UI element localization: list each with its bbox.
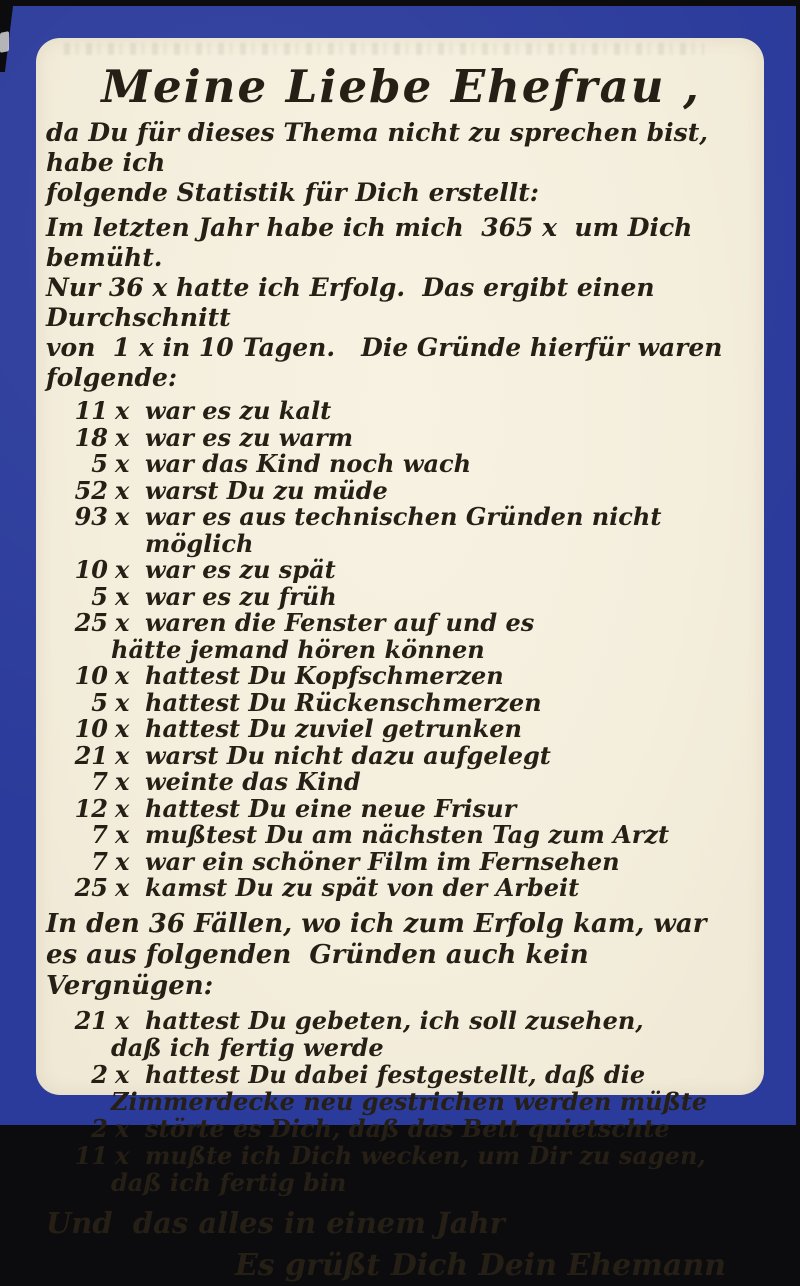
closing-line: Und das alles in einem Jahr xyxy=(46,1205,505,1240)
reason-count: 25 xyxy=(74,873,108,902)
text-line: Nur 36 x hatte ich Erfolg. Das ergibt einen Durchschnitt xyxy=(46,273,672,332)
postcard-blue-border xyxy=(0,6,796,1283)
text-line: mußte ich Dich wecken, um Dir zu sagen, xyxy=(145,1140,706,1170)
reason-text xyxy=(111,1005,756,1062)
reason-text xyxy=(145,793,756,823)
reason-row xyxy=(46,557,756,584)
text-line: In den 36 Fällen, wo ich zum Erfolg kam, war xyxy=(46,908,707,939)
times-symbol: x xyxy=(115,661,130,690)
times-symbol: x xyxy=(115,687,130,717)
text-line: weinte das Kind xyxy=(145,767,361,796)
reason-count: 52 xyxy=(74,475,108,505)
times-symbol: x xyxy=(115,767,130,796)
reason-count: 7 xyxy=(91,820,108,849)
times-symbol: x xyxy=(115,581,130,611)
text-line: warst Du zu müde xyxy=(145,475,388,505)
reason-row xyxy=(46,716,756,743)
text-line: hattest Du dabei festgestellt, daß die xyxy=(145,1059,646,1089)
reason-row xyxy=(46,663,756,690)
reason-count: 7 xyxy=(91,846,108,876)
reason-text xyxy=(145,504,756,557)
reason-count: 2 xyxy=(91,1113,108,1143)
times-symbol: x xyxy=(115,502,130,531)
reason-text xyxy=(111,608,756,664)
reason-row xyxy=(46,769,756,796)
reason-row xyxy=(46,1142,756,1196)
reason-count: 5 xyxy=(91,581,108,611)
times-symbol: x xyxy=(115,555,130,584)
postcard-card xyxy=(36,38,764,1283)
text-line: folgende Statistik für Dich erstellt: xyxy=(46,178,540,207)
reason-count: 10 xyxy=(74,555,108,584)
reason-text xyxy=(145,875,756,902)
reason-row xyxy=(46,1115,756,1142)
text-line: war ein schöner Film im Fernsehen xyxy=(145,846,620,876)
times-symbol: x xyxy=(115,846,130,876)
text-line: hattest Du gebeten, ich soll zusehen, xyxy=(145,1005,644,1035)
reason-row xyxy=(46,822,756,849)
postcard-content xyxy=(36,38,764,1283)
text-line: hätte jemand hören können xyxy=(111,634,485,664)
reason-text xyxy=(111,1059,756,1116)
attempt-reasons-list xyxy=(46,398,756,902)
text-line: daß ich fertig bin xyxy=(111,1167,347,1197)
postcard-title: Meine Liebe Ehefrau , xyxy=(101,60,701,113)
times-symbol: x xyxy=(115,608,130,637)
reason-row xyxy=(46,610,756,663)
reason-text xyxy=(145,846,756,876)
reason-text xyxy=(145,687,756,717)
reason-count: 21 xyxy=(74,1005,108,1035)
reason-row xyxy=(46,1007,756,1061)
text-line: hattest Du eine neue Frisur xyxy=(145,793,517,823)
text-line: Zimmerdecke neu gestrichen werden müßte xyxy=(111,1086,708,1116)
reason-row xyxy=(46,1061,756,1115)
reason-count: 11 xyxy=(74,1140,108,1170)
times-symbol: x xyxy=(115,820,130,849)
times-symbol: x xyxy=(115,449,130,478)
text-line: von 1 x in 10 Tagen. Die Gründe hierfür waren folgende: xyxy=(46,333,732,392)
reason-count: 7 xyxy=(91,767,108,796)
times-symbol: x xyxy=(115,1140,130,1170)
intro-paragraph xyxy=(46,118,756,208)
reason-row xyxy=(46,451,756,478)
reason-text xyxy=(145,716,756,743)
text-line: daß ich fertig werde xyxy=(111,1032,384,1062)
reason-count: 11 xyxy=(74,396,108,425)
text-line: hattest Du Kopfschmerzen xyxy=(145,661,504,690)
text-line: waren die Fenster auf und es xyxy=(145,608,535,637)
no-pleasure-reasons-list xyxy=(46,1007,756,1196)
reason-text xyxy=(145,475,756,505)
text-line: Im letzten Jahr habe ich mich 365 x um Dich bemüht. xyxy=(46,213,702,272)
reason-row xyxy=(46,875,756,902)
reason-row xyxy=(46,793,756,823)
reason-row xyxy=(46,740,756,770)
reason-count: 93 xyxy=(74,502,108,531)
text-line: hattest Du zuviel getrunken xyxy=(145,714,522,743)
reason-count: 10 xyxy=(74,661,108,690)
text-line: da Du für dieses Thema nicht zu sprechen bist, habe ich xyxy=(46,118,717,177)
reason-count: 18 xyxy=(74,422,108,452)
times-symbol: x xyxy=(115,1059,130,1089)
text-line: war es zu spät xyxy=(145,555,336,584)
text-line: war es zu warm xyxy=(145,422,354,452)
reason-row xyxy=(46,687,756,717)
times-symbol: x xyxy=(115,396,130,425)
reason-count: 12 xyxy=(74,793,108,823)
times-symbol: x xyxy=(115,1113,130,1143)
text-line: war es zu früh xyxy=(145,581,337,611)
reason-text xyxy=(111,1140,756,1197)
text-line: warst Du nicht dazu aufgelegt xyxy=(145,740,551,770)
text-line: störte es Dich, daß das Bett quietschte xyxy=(145,1113,670,1143)
text-line: mußtest Du am nächsten Tag zum Arzt xyxy=(145,820,670,849)
reason-row xyxy=(46,422,756,452)
reason-text xyxy=(145,822,756,849)
reason-text xyxy=(145,769,756,796)
reason-text xyxy=(145,663,756,690)
reason-count: 25 xyxy=(74,608,108,637)
times-symbol: x xyxy=(115,475,130,505)
reason-count: 5 xyxy=(91,449,108,478)
reason-text xyxy=(145,581,756,611)
reason-text xyxy=(145,422,756,452)
reason-count: 10 xyxy=(74,714,108,743)
times-symbol: x xyxy=(115,422,130,452)
times-symbol: x xyxy=(115,1005,130,1035)
text-line: kamst Du zu spät von der Arbeit xyxy=(145,873,580,902)
reason-text xyxy=(145,557,756,584)
times-symbol: x xyxy=(115,740,130,770)
reason-count: 2 xyxy=(91,1059,108,1089)
signature-line: Es grüßt Dich Dein Ehemann xyxy=(234,1247,726,1283)
reason-row xyxy=(46,846,756,876)
reason-text xyxy=(145,740,756,770)
reason-text xyxy=(145,1115,756,1142)
text-line: war das Kind noch wach xyxy=(145,449,472,478)
times-symbol: x xyxy=(115,873,130,902)
reason-text xyxy=(145,398,756,425)
text-line: hattest Du Rückenschmerzen xyxy=(145,687,542,717)
scan-notch-artifact xyxy=(0,31,9,53)
reason-text xyxy=(145,451,756,478)
reason-row xyxy=(46,504,756,557)
reason-count: 21 xyxy=(74,740,108,770)
times-symbol: x xyxy=(115,793,130,823)
text-line: war es aus technischen Gründen nicht möglich xyxy=(145,502,670,558)
reason-row xyxy=(46,475,756,505)
reason-count: 5 xyxy=(91,687,108,717)
statistics-paragraph xyxy=(46,213,756,393)
text-line: war es zu kalt xyxy=(145,396,332,425)
times-symbol: x xyxy=(115,714,130,743)
text-line: es aus folgenden Gründen auch kein Vergnügen: xyxy=(46,939,598,1001)
reason-row xyxy=(46,581,756,611)
no-pleasure-paragraph xyxy=(46,909,756,1002)
reason-row xyxy=(46,398,756,425)
